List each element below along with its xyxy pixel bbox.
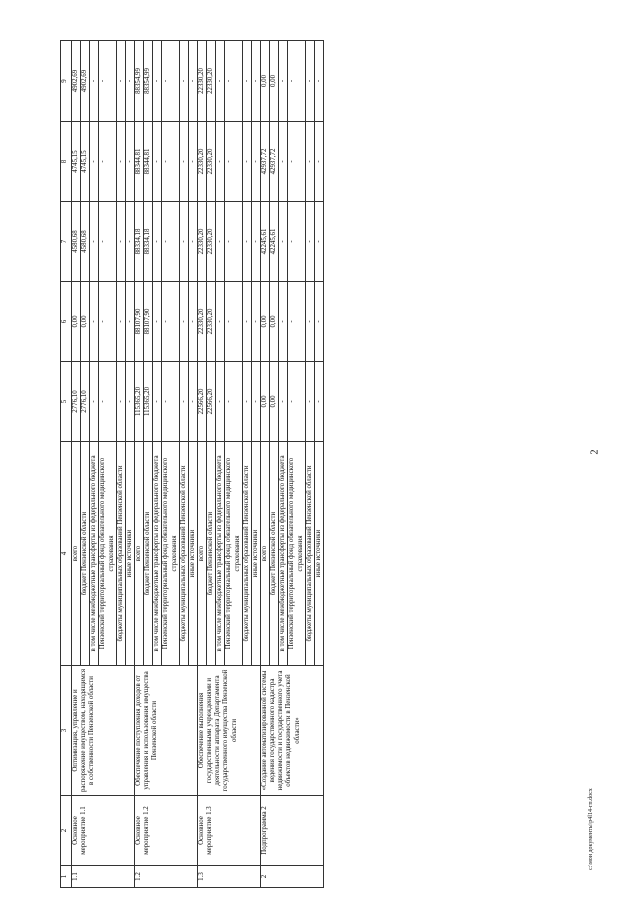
amount-cell: - [125,282,134,362]
funding-source: бюджет Пензенской области [81,442,90,666]
amount-cell: - [288,362,305,442]
funding-source: бюджет Пензенской области [270,442,279,666]
amount-cell: - [314,41,323,122]
amount-cell: 88334,18 [134,202,143,282]
amount-cell: 88354,99 [144,41,153,122]
amount-cell: - [305,202,314,282]
amount-cell: - [99,362,116,442]
amount-cell: 2776,10 [72,362,81,442]
activity-kind: Основное мероприятие 1.1 [72,796,135,866]
funding-source: в том числе межбюджетные трансферты из федерального бюджета [279,442,288,666]
amount-cell: - [251,202,260,282]
amount-cell: - [188,282,197,362]
funding-source: иные источники [314,442,323,666]
funding-source: Пензенский территориальный фонд обязательного медицинского страхования [225,442,242,666]
column-header-3: 3 [61,666,72,796]
amount-cell: - [153,362,162,442]
amount-cell: - [188,202,197,282]
amount-cell: - [305,282,314,362]
amount-cell: 4745,15 [72,122,81,202]
amount-cell: 0,00 [270,362,279,442]
amount-cell: - [279,122,288,202]
amount-cell: - [242,282,251,362]
amount-cell: - [288,282,305,362]
amount-cell: 22566,20 [197,362,206,442]
column-header-9: 9 [61,41,72,122]
amount-cell: - [90,122,99,202]
amount-cell: - [279,282,288,362]
header-row [61,41,72,888]
funding-source: бюджеты муниципальных образований Пензенской области [179,442,188,666]
activity-title: Обеспечение поступления доходов от управления и использования имущества Пензенской области [134,666,197,796]
amount-cell: 0,00 [260,282,269,362]
amount-cell: - [216,282,225,362]
amount-cell: 42245,61 [260,202,269,282]
funding-source: всего [134,442,143,666]
funding-source: бюджет Пензенской области [144,442,153,666]
funding-source: Пензенский территориальный фонд обязательного медицинского страхования [288,442,305,666]
funding-source: иные источники [251,442,260,666]
amount-cell: - [90,41,99,122]
amount-cell: - [242,41,251,122]
amount-cell: - [188,41,197,122]
amount-cell: - [251,122,260,202]
amount-cell: 88344,81 [144,122,153,202]
amount-cell: 88107,90 [144,282,153,362]
amount-cell: - [279,362,288,442]
amount-cell: - [216,122,225,202]
amount-cell: - [162,362,179,442]
amount-cell: 4745,15 [81,122,90,202]
amount-cell: - [305,362,314,442]
amount-cell: 22330,20 [207,202,216,282]
column-header-1: 1 [61,866,72,888]
amount-cell: 42937,72 [260,122,269,202]
amount-cell: - [162,41,179,122]
amount-cell: - [116,41,125,122]
funding-source: бюджеты муниципальных образований Пензенской области [242,442,251,666]
amount-cell: - [225,282,242,362]
amount-cell: 88354,99 [134,41,143,122]
amount-cell: 88107,90 [134,282,143,362]
amount-cell: - [179,41,188,122]
funding-source: всего [197,442,206,666]
funding-source: всего [72,442,81,666]
amount-cell: - [116,362,125,442]
column-header-2: 2 [61,796,72,866]
amount-cell: - [288,202,305,282]
amount-cell: - [314,282,323,362]
activity-kind: Подпрограмма 2 [260,796,323,866]
amount-cell: 0,00 [270,41,279,122]
activity-kind: Основное мероприятие 1.3 [197,796,260,866]
funding-source: иные источники [188,442,197,666]
amount-cell: - [162,202,179,282]
amount-cell: - [225,41,242,122]
amount-cell: - [90,362,99,442]
funding-source: бюджеты муниципальных образований Пензенской области [305,442,314,666]
amount-cell: 0,00 [270,282,279,362]
amount-cell: - [251,362,260,442]
funding-source: Пензенский территориальный фонд обязательного медицинского страхования [162,442,179,666]
amount-cell: 88344,81 [134,122,143,202]
amount-cell: 42937,72 [270,122,279,202]
activity-kind: Основное мероприятие 1.2 [134,796,197,866]
amount-cell: - [251,41,260,122]
amount-cell: 115365,20 [134,362,143,442]
amount-cell: 0,00 [81,282,90,362]
table-row [134,41,143,888]
amount-cell: 22330,20 [207,282,216,362]
amount-cell: - [99,122,116,202]
amount-cell: 2776,10 [81,362,90,442]
funding-source: в том числе межбюджетные трансферты из федерального бюджета [90,442,99,666]
column-header-5: 5 [61,362,72,442]
amount-cell: 0,00 [72,282,81,362]
amount-cell: - [279,41,288,122]
amount-cell: 4902,69 [72,41,81,122]
amount-cell: - [242,122,251,202]
amount-cell: - [216,362,225,442]
funding-source: иные источники [125,442,134,666]
amount-cell: 0,00 [260,41,269,122]
amount-cell: - [116,202,125,282]
amount-cell: - [225,122,242,202]
amount-cell: 88334,18 [144,202,153,282]
amount-cell: 22330,20 [207,122,216,202]
table-row [260,41,269,888]
amount-cell: - [216,41,225,122]
funding-source: в том числе межбюджетные трансферты из федерального бюджета [153,442,162,666]
funding-source: Пензенский территориальный фонд обязательного медицинского страхования [99,442,116,666]
amount-cell: - [242,362,251,442]
rotated-table-container [60,41,580,888]
amount-cell: - [116,282,125,362]
amount-cell: - [99,41,116,122]
amount-cell: - [153,122,162,202]
row-number: 1.2 [134,866,197,888]
funding-source: бюджеты муниципальных образований Пензенской области [116,442,125,666]
table-row [197,41,206,888]
column-header-4: 4 [61,442,72,666]
amount-cell: - [153,282,162,362]
amount-cell: - [90,202,99,282]
amount-cell: - [188,122,197,202]
amount-cell: - [225,362,242,442]
amount-cell: - [162,282,179,362]
amount-cell: - [179,282,188,362]
amount-cell: - [179,202,188,282]
amount-cell: 115365,20 [144,362,153,442]
amount-cell: - [90,282,99,362]
amount-cell: - [288,41,305,122]
column-header-7: 7 [61,202,72,282]
amount-cell: - [251,282,260,362]
row-number: 2 [260,866,323,888]
amount-cell: 4902,69 [81,41,90,122]
funding-source: в том числе межбюджетные трансферты из федерального бюджета [216,442,225,666]
amount-cell: - [288,122,305,202]
amount-cell: - [216,202,225,282]
funding-source: бюджет Пензенской области [207,442,216,666]
amount-cell: - [314,362,323,442]
activity-title: Оптимизация, управление и распоряжение имуществом, находящимся в собственности Пензенской области [72,666,135,796]
footer-path: c:\мои документы\p4l14-гп.docx [588,788,594,870]
budget-table [60,40,324,888]
amount-cell: - [188,362,197,442]
amount-cell: - [179,122,188,202]
amount-cell: 22330,20 [197,202,206,282]
column-header-8: 8 [61,122,72,202]
amount-cell: 4580,68 [81,202,90,282]
amount-cell: 4580,68 [72,202,81,282]
activity-title: Обеспечение выполнения государственными учреждениями и деятельности аппарата Департамента государственного имущества Пензенской области [197,666,260,796]
table-row [72,41,81,888]
amount-cell: - [153,41,162,122]
column-header-6: 6 [61,282,72,362]
amount-cell: 22330,20 [197,282,206,362]
amount-cell: - [242,202,251,282]
activity-title: «Создание автоматизированной системы ведения государственного кадастра недвижимости и государственного учета объектов недвижимости в Пензенской области» [260,666,323,796]
amount-cell: - [305,41,314,122]
amount-cell: - [314,202,323,282]
amount-cell: - [116,122,125,202]
amount-cell: 22330,20 [197,122,206,202]
amount-cell: 22566,20 [207,362,216,442]
amount-cell: - [279,202,288,282]
amount-cell: - [99,202,116,282]
row-number: 1.3 [197,866,260,888]
amount-cell: 22330,20 [197,41,206,122]
amount-cell: - [153,202,162,282]
amount-cell: - [162,122,179,202]
amount-cell: - [99,282,116,362]
amount-cell: 22330,20 [207,41,216,122]
amount-cell: - [179,362,188,442]
amount-cell: 42245,61 [270,202,279,282]
amount-cell: - [314,122,323,202]
amount-cell: - [305,122,314,202]
page-number: 2 [589,449,601,455]
amount-cell: - [125,202,134,282]
table-body [72,41,324,888]
amount-cell: 0,00 [260,362,269,442]
amount-cell: - [125,41,134,122]
amount-cell: - [125,362,134,442]
amount-cell: - [225,202,242,282]
amount-cell: - [125,122,134,202]
row-number: 1.1 [72,866,135,888]
funding-source: всего [260,442,269,666]
